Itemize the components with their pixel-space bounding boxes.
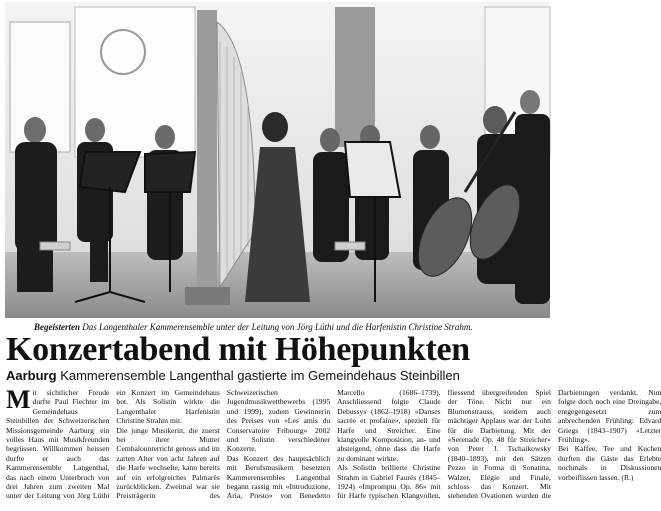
article-paragraph: Das Konzert des hauptsächlich mit Berufsmusikern besetzten Kammerensembles Langenthal begann rassig mit «Introduzione, Aria, Presto» von Benedetto Marcello (1686–1739). Anschliessend folgte Claude Debussys (1862–1918) «Danses sacrée et profaine», speziell für Harfe und Streicher. Eine klangvolle Komposition, an- und absteigend, ohne dass die Harfe zu dominant wirkte. <box>226 388 441 501</box>
caption-text: Das Langenthaler Kammerensemble unter der Leitung von Jörg Lüthi und die Harfenistin Christine Strahm. <box>82 322 473 332</box>
subheadline <box>6 368 460 383</box>
article-paragraph: Bei Kaffee, Tee und Kuchen durften die Gäste das Erlebte nochmals in Diskussionen vorbeiflissen lassen. (R.) <box>557 444 661 482</box>
drop-cap: M <box>6 385 31 414</box>
subhead-text: Kammerensemble Langenthal gastierte im Gemeindehaus Steinbillen <box>60 368 460 383</box>
article-body <box>6 385 661 509</box>
article-paragraph: Als Solistin brillierte Christine Strahm in Gabriel Faurés (1845–1924) «Impromptu Op. 86» mit für Harfe typischen Klangvollen, fliessend übergreifenden Spiel der Töne. Nicht nur ein Blumenstrauss, sondern auch mächtiger Applaus war der Lohn für die Darbietung. Mit der «Serenade Op. 48 für Streicher» von Peter J. Tschaikowsky (1840–1893), mit den Sätzen Pezzo in Forma di Sonatina, Walzer, Elégie und Finale, schloss das Konzert. Mit stehenden Ovationen wurden die Darbietungen verdankt. Nun folgte doch noch eine Dreingabe, entgegengesetzt zum anbrechenden Frühling: Edvard Griegs (1843–1907) «Letzter Frühling». <box>337 388 661 501</box>
dateline-place: Aarburg <box>6 368 57 383</box>
article-paragraph: Mit sichtlicher Freude durfte Paul Fiechter im Gemeindehaus Steinbillen der Schweizerischen Missionsgemeinde Aarburg ein volles Haus mit Musikfreunden begrüssen. Willkommen heissen durfte er auch das Kammerensemble Langenthal, das nach einem Unterbruch von drei Jahren zum zweiten Mal unter der Leitung von Jörg Lüthi ein Konzert im Gemeindehaus bot. Als Solistin wirkte die Langenthaler Harfenistin Christine Strahm mit. <box>6 385 220 501</box>
ensemble-photo-icon <box>5 2 550 318</box>
headline: Konzertabend mit Höhepunkten <box>6 331 470 368</box>
article-paragraph: Die junge Musikerin, die zuerst bei ihrer Mutter Cembalounterricht genoss und im zarten Alter von acht Jahren auf die Harfe wechselte, kann bereits auf ein erfolgreiches Palmarès zurückblicken. Zweimal war sie Preisträgerin des Schweizerischen Jugendmusikwettbewerbs (1995 und 1999), zudem Gewinnerin des Preises von «Les amis du Conservatoire Fribourg» 2002 und Solistin verschiedener Konzerte. <box>116 388 331 501</box>
caption-lead: Begeisterten <box>34 322 80 332</box>
concert-photo <box>5 2 550 318</box>
